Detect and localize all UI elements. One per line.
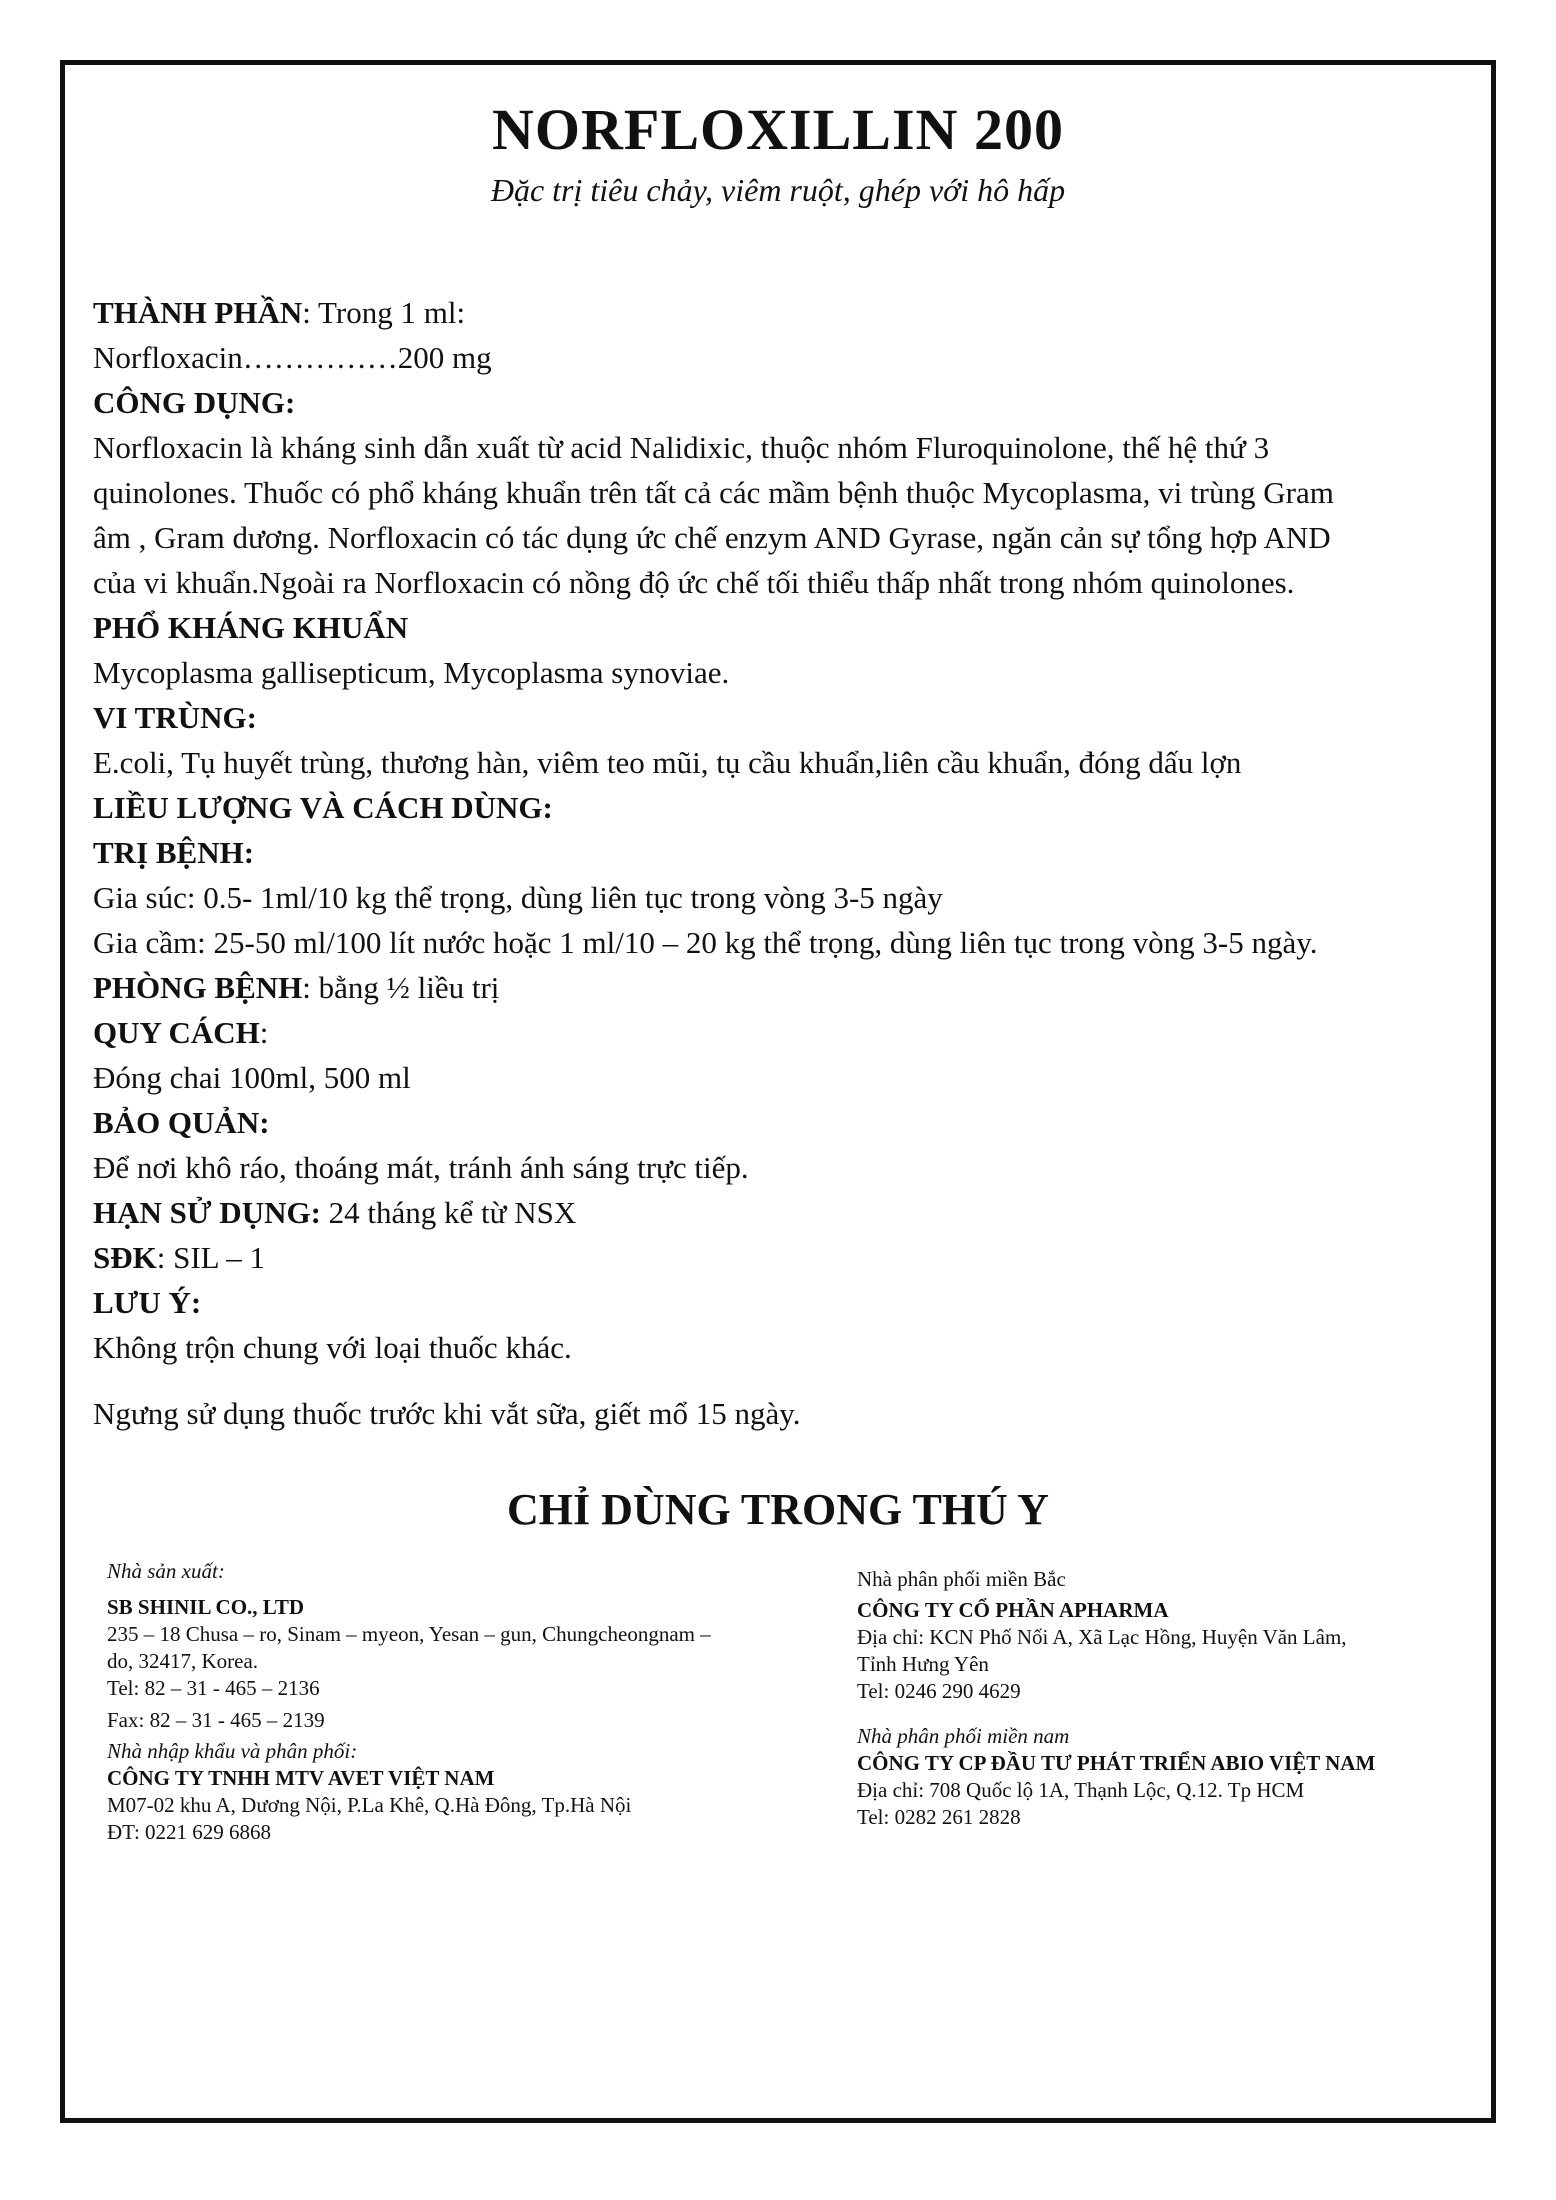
importer-label: Nhà nhập khẩu và phân phối: [107,1739,358,1763]
registration-line [93,1235,1473,1280]
north-distributor-address: Tỉnh Hưng Yên [857,1652,989,1676]
product-title: NORFLOXILLIN 200 [492,97,1064,162]
manufacturer-name: SB SHINIL CO., LTD [107,1595,305,1619]
registration-heading: SĐK [93,1240,157,1275]
manufacturer-fax: Fax: 82 – 31 - 465 – 2139 [107,1708,325,1732]
manufacturer-address: 235 – 18 Chusa – ro, Sinam – myeon, Yesan – gun, Chungcheongnam – [107,1622,711,1646]
note-text: Không trộn chung với loại thuốc khác. [93,1330,572,1365]
packaging-heading: QUY CÁCH [93,1015,260,1050]
label-content [93,290,1473,1436]
prevention-line [93,965,1473,1010]
north-distributor-label: Nhà phân phối miền Bắc [857,1567,1066,1591]
dosage-heading: LIỀU LƯỢNG VÀ CÁCH DÙNG: [93,790,553,825]
packaging-colon: : [259,1015,269,1050]
product-subtitle: Đặc trị tiêu chảy, viêm ruột, ghép với hô hấp [490,172,1066,208]
expiry-line [93,1190,1473,1235]
storage-heading: BẢO QUẢN: [93,1105,270,1140]
distributor-info [857,1566,1457,1831]
expiry-heading: HẠN SỬ DỤNG: [93,1195,321,1230]
spectrum-text: Mycoplasma gallisepticum, Mycoplasma synoviae. [93,655,730,690]
livestock-dosage: Gia súc: 0.5- 1ml/10 kg thể trọng, dùng liên tục trong vòng 3-5 ngày [93,880,943,915]
prevention-text: : bằng ½ liều trị [302,970,500,1005]
importer-phone: ĐT: 0221 629 6868 [107,1820,272,1844]
north-distributor-tel: Tel: 0246 290 4629 [857,1679,1021,1703]
manufacturer-address: do, 32417, Korea. [107,1649,259,1673]
usage-line: Norfloxacin là kháng sinh dẫn xuất từ acid Nalidixic, thuộc nhóm Fluroquinolone, thế hệ thứ 3 [93,430,1270,465]
packaging-text: Đóng chai 100ml, 500 ml [93,1060,411,1095]
composition-heading: THÀNH PHẦN [93,295,303,330]
north-distributor-name: CÔNG TY CỔ PHẦN APHARMA [857,1598,1169,1622]
composition-text: : Trong 1 ml: [302,295,466,330]
ingredient-line: Norfloxacin……………200 mg [93,340,492,375]
prevention-heading: PHÒNG BỆNH [93,970,303,1005]
composition-line [93,290,1473,335]
bacteria-text: E.coli, Tụ huyết trùng, thương hàn, viêm teo mũi, tụ cầu khuẩn,liên cầu khuẩn, đóng dấu lợn [93,745,1242,780]
south-distributor-label: Nhà phân phối miền nam [857,1724,1070,1748]
usage-line: của vi khuẩn.Ngoài ra Norfloxacin có nồng độ ức chế tối thiểu thấp nhất trong nhóm quinolones. [93,565,1295,600]
spectrum-heading: PHỔ KHÁNG KHUẨN [93,610,409,645]
importer-name: CÔNG TY TNHH MTV AVET VIỆT NAM [107,1766,495,1790]
south-distributor-address: Địa chỉ: 708 Quốc lộ 1A, Thạnh Lộc, Q.12. Tp HCM [857,1778,1305,1802]
usage-heading: CÔNG DỤNG: [93,385,296,420]
storage-text: Để nơi khô ráo, thoáng mát, tránh ánh sáng trực tiếp. [93,1150,749,1185]
registration-text: : SIL – 1 [156,1240,265,1275]
note-heading: LƯU Ý: [93,1285,202,1320]
south-distributor-tel: Tel: 0282 261 2828 [857,1805,1021,1829]
manufacturer-info [107,1558,807,1846]
manufacturer-label: Nhà sản xuất: [107,1559,225,1583]
usage-line: âm , Gram dương. Norfloxacin có tác dụng ức chế enzym AND Gyrase, ngăn cản sự tổng hợp AND [93,520,1331,555]
bacteria-heading: VI TRÙNG: [93,700,257,735]
withdrawal-text: Ngưng sử dụng thuốc trước khi vắt sữa, giết mổ 15 ngày. [93,1396,801,1431]
veterinary-use-only: CHỈ DÙNG TRONG THÚ Y [507,1485,1049,1534]
importer-address: M07-02 khu A, Dương Nội, P.La Khê, Q.Hà Đông, Tp.Hà Nội [107,1793,632,1817]
treatment-heading: TRỊ BỆNH: [93,835,255,870]
north-distributor-address: Địa chỉ: KCN Phố Nối A, Xã Lạc Hồng, Huyện Văn Lâm, [857,1625,1347,1649]
packaging-line [93,1010,1473,1055]
manufacturer-tel: Tel: 82 – 31 - 465 – 2136 [107,1676,320,1700]
expiry-text: 24 tháng kể từ NSX [320,1195,577,1230]
south-distributor-name: CÔNG TY CP ĐẦU TƯ PHÁT TRIỂN ABIO VIỆT NAM [857,1751,1376,1775]
usage-line: quinolones. Thuốc có phổ kháng khuẩn trên tất cả các mầm bệnh thuộc Mycoplasma, vi trùng Gram [93,475,1334,510]
poultry-dosage: Gia cầm: 25-50 ml/100 lít nước hoặc 1 ml/10 – 20 kg thể trọng, dùng liên tục trong vòng 3-5 ngày. [93,925,1318,960]
